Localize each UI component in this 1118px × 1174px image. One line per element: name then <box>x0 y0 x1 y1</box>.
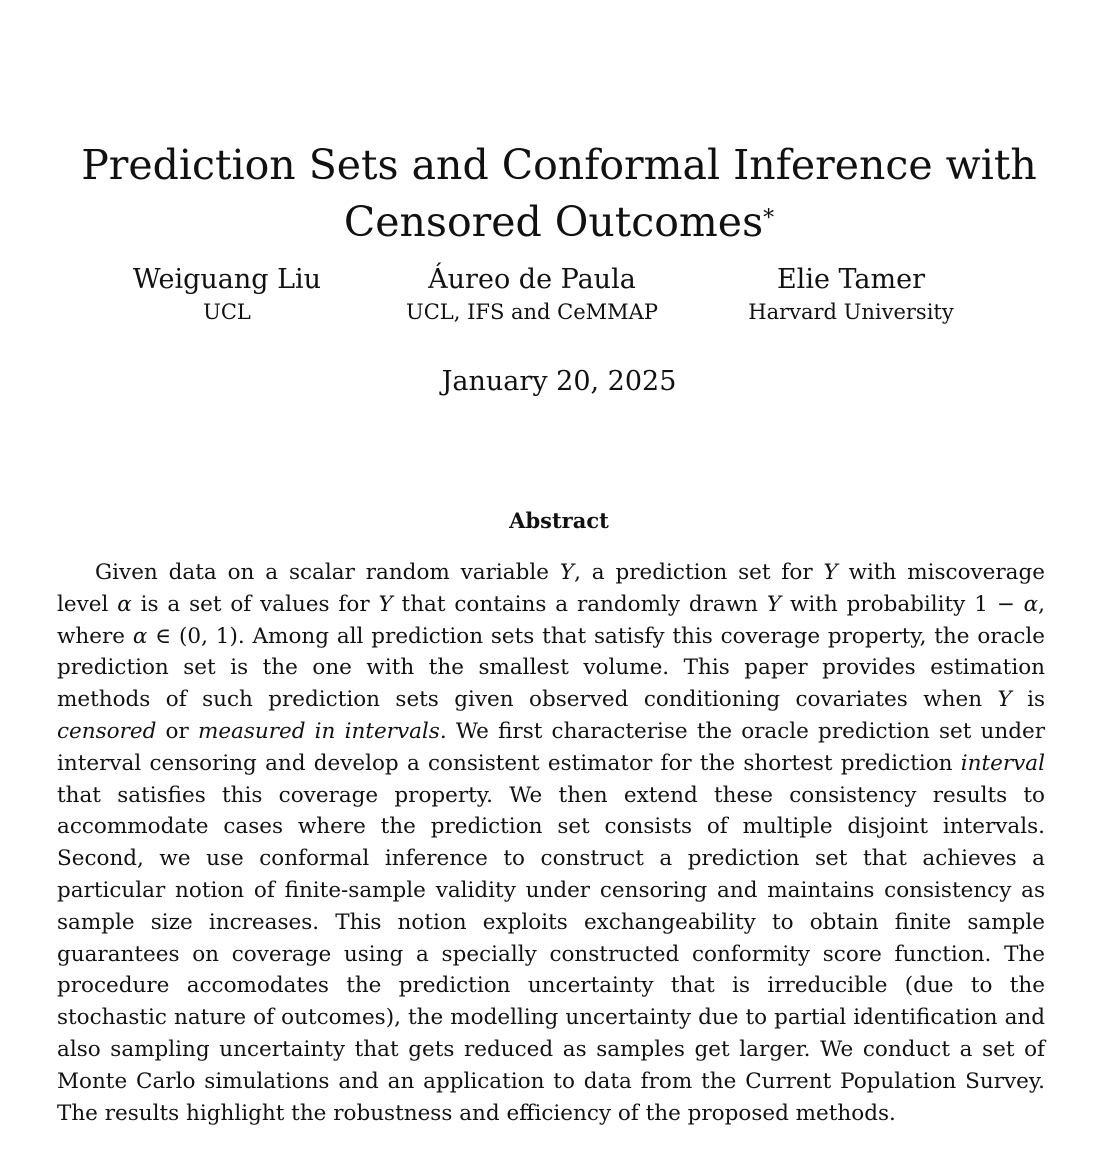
author-affiliation: Harvard University <box>748 300 954 324</box>
author-block <box>0 262 1118 342</box>
math-symbol: α <box>1023 591 1039 617</box>
title-footnote-mark[interactable]: * <box>763 206 775 232</box>
math-symbol: α <box>132 623 148 649</box>
math-expression: 1 − <box>974 591 1024 617</box>
author-name: Áureo de Paula <box>428 264 636 295</box>
paper-title <box>80 137 1038 251</box>
math-symbol: Y <box>559 560 575 585</box>
math-expression: ∈ (0, 1) <box>147 623 238 649</box>
abstract-text: is <box>1011 687 1045 713</box>
author-name: Weiguang Liu <box>132 264 322 295</box>
abstract-text: is a set of values for <box>131 591 379 617</box>
author-name: Elie Tamer <box>776 264 926 295</box>
abstract-body <box>57 557 1045 1129</box>
author-affiliation: UCL <box>203 300 251 324</box>
math-symbol: α <box>117 591 132 617</box>
math-symbol: Y <box>378 591 393 617</box>
emphasis-measured-in-intervals: measured in intervals <box>197 718 440 744</box>
abstract-text: , where <box>57 591 1046 649</box>
author-2 <box>372 262 692 326</box>
emphasis-censored: censored <box>57 718 157 744</box>
math-symbol: Y <box>823 560 838 585</box>
abstract-text: with miscoverage level <box>57 560 1045 617</box>
abstract-text: that satisfies this coverage property. We then extend these consistency results to accommodate cases where the prediction set consists of multiple disjoint intervals. Second, we use conformal inference to construct a prediction set that achieves a particular notion of finite-sample validity under censoring and maintains consistency as sample size increases. This notion exploits exchangeability to obtain finite sample guarantees on coverage using a specially constructed conformity score function. The procedure accomodates the prediction uncertainty that is irreducible (due to the stochastic nature of outcomes), the modelling uncertainty due to partial identification and also sampling uncertainty that gets reduced as samples get larger. We conduct a set of Monte Carlo simulations and an application to data from the Current Population Survey. The results highlight the robustness and efficiency of the proposed methods. <box>57 782 1045 1126</box>
abstract-text: . We first characterise the oracle prediction set under interval censoring and develop a consistent estimator for the shortest prediction <box>57 718 1046 776</box>
paper-date: January 20, 2025 <box>441 366 677 397</box>
abstract-text: or <box>156 718 198 744</box>
author-3 <box>691 262 1011 326</box>
paper-title-text: Prediction Sets and Conformal Inference with Censored Outcomes <box>81 141 1037 247</box>
abstract-text: , a prediction set for <box>574 560 824 585</box>
math-symbol: Y <box>766 591 782 617</box>
math-symbol: Y <box>997 687 1012 713</box>
abstract-text: with probability <box>781 591 975 617</box>
author-affiliation: UCL, IFS and CeMMAP <box>406 300 658 324</box>
abstract-text: . Among all prediction sets that satisfy this coverage property, the oracle prediction set is the one with the smallest volume. This paper provides estimation methods of such prediction sets given observed conditioning covariates when <box>57 623 1046 713</box>
abstract-heading: Abstract <box>509 508 609 533</box>
abstract-text: that contains a randomly drawn <box>392 591 767 617</box>
abstract-text: Given data on a scalar random variable <box>95 560 560 585</box>
emphasis-interval: interval <box>960 750 1045 776</box>
author-1 <box>67 262 387 326</box>
